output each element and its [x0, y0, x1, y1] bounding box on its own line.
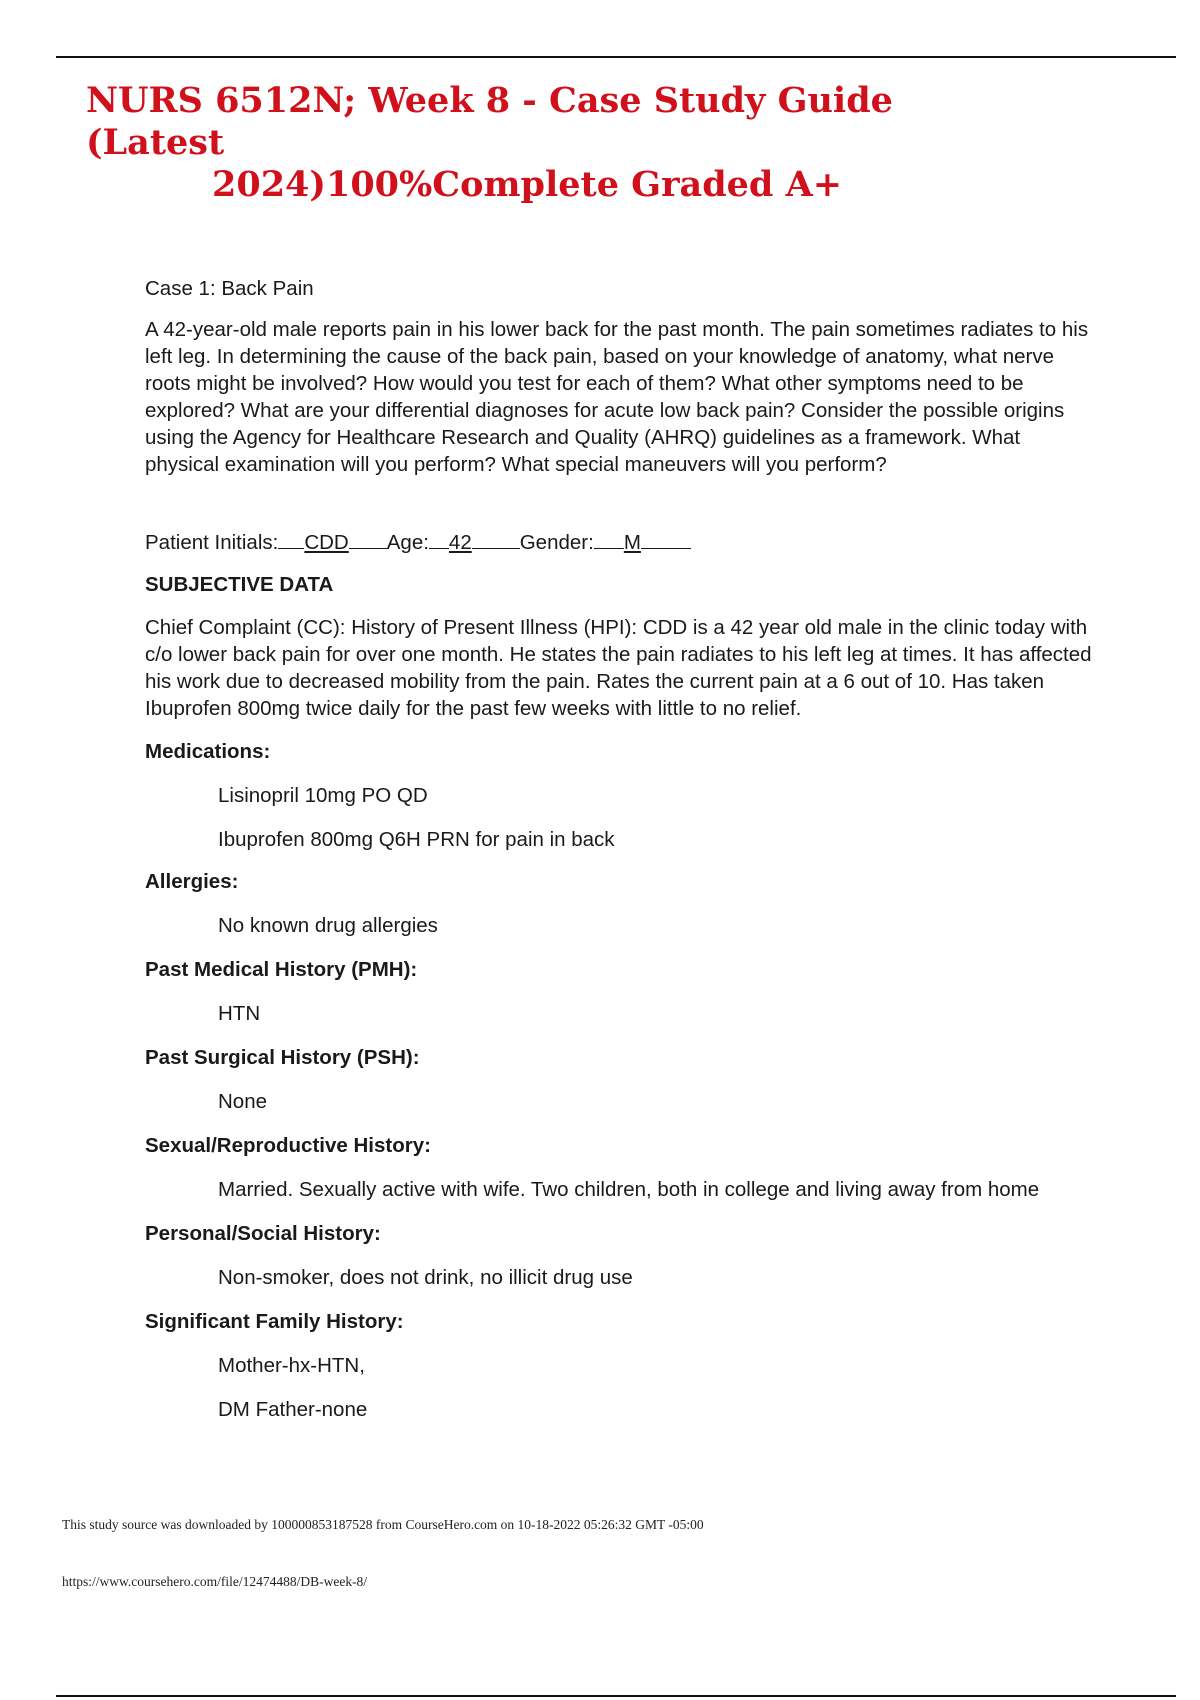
bottom-rule — [56, 1695, 1176, 1697]
top-rule — [56, 56, 1176, 58]
blank — [641, 528, 691, 549]
medications-label: Medications: — [145, 740, 271, 763]
psh-label: Past Surgical History (PSH): — [145, 1046, 420, 1069]
patient-age-label: Age: — [386, 531, 429, 554]
sexual-history-value: Married. Sexually active with wife. Two children, both in college and living away from home — [218, 1178, 1040, 1201]
social-history-value: Non-smoker, does not drink, no illicit drug use — [218, 1266, 633, 1289]
allergies-value: No known drug allergies — [218, 914, 438, 937]
allergies-label: Allergies: — [145, 870, 239, 893]
social-history-label: Personal/Social History: — [145, 1222, 381, 1245]
psh-value: None — [218, 1090, 268, 1113]
blank — [349, 528, 387, 549]
document-body — [145, 275, 1095, 1440]
medication-item: Ibuprofen 800mg Q6H PRN for pain in back — [218, 828, 615, 851]
family-history-item: DM Father-none — [218, 1398, 368, 1421]
blank — [278, 528, 304, 549]
case-description: A 42-year-old male reports pain in his lower back for the past month. The pain sometimes radiates to his left leg. In determining the cause of the back pain, based on your knowledge of anatomy, what nerve roots might be involved? How would you test for each of them? What other symptoms need to be explored? What are your differential diagnoses for acute low back pain? Consider the possible origins using the Agency for Healthcare Research and Quality (AHRQ) guidelines as a framework. What physical examination will you perform? What special maneuvers will you perform? — [145, 318, 1089, 476]
download-source-note: This study source was downloaded by 100000853187528 from CourseHero.com on 10-18-2022 05:26:32 GMT -05:00 — [62, 1517, 704, 1532]
blank — [594, 528, 624, 549]
patient-gender-label: Gender: — [519, 531, 594, 554]
subjective-heading: SUBJECTIVE DATA — [145, 573, 334, 596]
source-url[interactable]: https://www.coursehero.com/file/12474488/DB-week-8/ — [62, 1574, 368, 1589]
medication-item: Lisinopril 10mg PO QD — [218, 784, 428, 807]
patient-initials-label: Patient Initials: — [145, 531, 279, 554]
patient-initials-value: CDD — [304, 531, 349, 554]
pmh-label: Past Medical History (PMH): — [145, 958, 418, 981]
title-line-2: 2024)100%Complete Graded A+ — [212, 164, 843, 205]
blank — [472, 528, 520, 549]
patient-info-line — [145, 528, 1095, 556]
document-title — [86, 80, 986, 206]
case-title: Case 1: Back Pain — [145, 277, 314, 300]
hpi-text: Chief Complaint (CC): History of Present Illness (HPI): CDD is a 42 year old male in the clinic today with c/o lower back pain for over one month. He states the pain radiates to his left leg at times. It has affected his work due to decreased mobility from the pain. Rates the current pain at a 6 out of 10. Has taken Ibuprofen 800mg twice daily for the past few weeks with little to no relief. — [145, 616, 1092, 720]
patient-age-value: 42 — [448, 531, 472, 554]
pmh-value: HTN — [218, 1002, 261, 1025]
patient-gender-value: M — [623, 531, 641, 554]
family-history-label: Significant Family History: — [145, 1310, 404, 1333]
title-line-1: NURS 6512N; Week 8 - Case Study Guide (Latest — [86, 80, 893, 163]
blank — [429, 528, 449, 549]
sexual-history-label: Sexual/Reproductive History: — [145, 1134, 431, 1157]
family-history-item: Mother-hx-HTN, — [218, 1354, 365, 1377]
